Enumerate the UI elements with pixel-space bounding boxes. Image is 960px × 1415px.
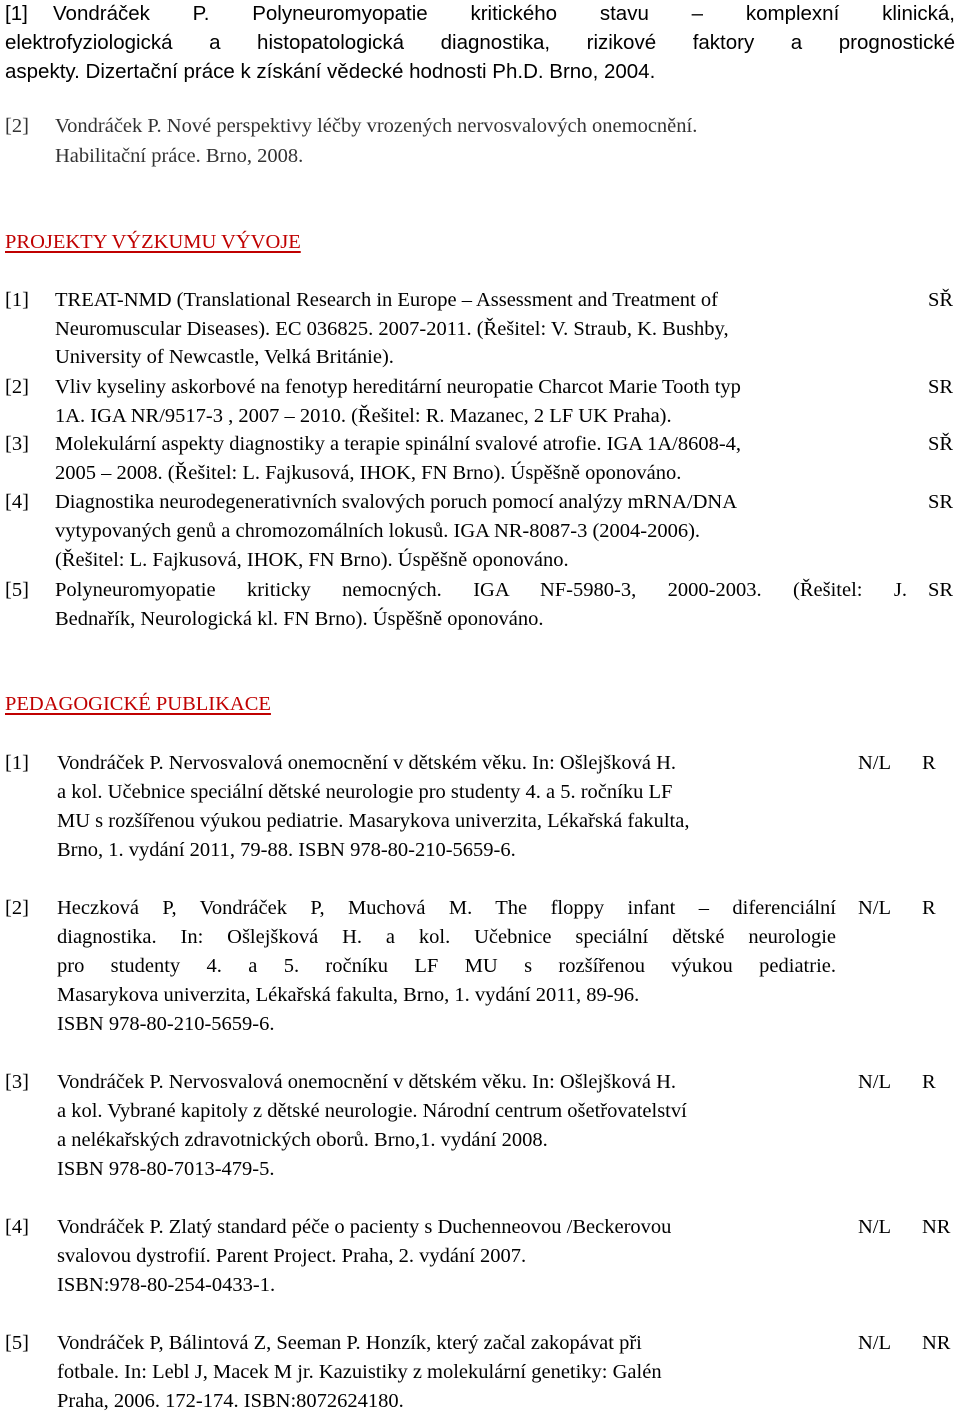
item-tag-type: N/L — [858, 1332, 892, 1354]
item-line: (Řešitel: L. Fajkusová, IHOK, FN Brno). Úspěšně oponováno. — [55, 549, 569, 571]
item-tag-review: NR — [922, 1332, 951, 1354]
item-number: [5] — [5, 579, 29, 601]
item-line: Neuromuscular Diseases). EC 036825. 2007-2011. (Řešitel: V. Straub, K. Bushby, — [55, 318, 729, 340]
item-line: Bednařík, Neurologická kl. FN Brno). Úspěšně oponováno. — [55, 608, 544, 630]
item-number: [1] — [5, 289, 29, 311]
item-number: [3] — [5, 1071, 29, 1093]
item-tag: SR — [928, 491, 954, 513]
item-tag: SŘ — [928, 433, 954, 455]
item-line: MU s rozšířenou výukou pediatrie. Masarykova univerzita, Lékařská fakulta, — [57, 810, 690, 832]
item-line: pro studenty 4. a 5. ročníku LF MU s rozšířenou výukou pediatrie. — [57, 955, 836, 977]
item-tag-review: R — [922, 1071, 936, 1093]
section-heading-pedagogic: PEDAGOGICKÉ PUBLIKACE — [5, 693, 271, 715]
item-number: [4] — [5, 491, 29, 513]
item-line: diagnostika. In: Ošlejšková H. a kol. Učebnice speciální dětské neurologie — [57, 926, 836, 948]
item-tag-type: N/L — [858, 1216, 892, 1238]
item-number: [1] — [5, 752, 29, 774]
ref-number: [1] — [5, 2, 28, 25]
item-line: ISBN 978-80-210-5659-6. — [57, 1013, 275, 1035]
item-line: Vondráček P, Bálintová Z, Seeman P. Honzík, který začal zakopávat při — [57, 1332, 642, 1354]
item-number: [3] — [5, 433, 29, 455]
item-number: [5] — [5, 1332, 29, 1354]
ref-line: Vondráček P. Nové perspektivy léčby vrozených nervosvalových onemocnění. — [55, 115, 698, 137]
item-line: a nelékařských zdravotnických oborů. Brno,1. vydání 2008. — [57, 1129, 548, 1151]
item-line: vytypovaných genů a chromozomálních lokusů. IGA NR-8087-3 (2004-2006). — [55, 520, 701, 542]
item-line: svalovou dystrofií. Parent Project. Praha, 2. vydání 2007. — [57, 1245, 527, 1267]
item-line: fotbale. In: Lebl J, Macek M jr. Kazuistiky z molekulární genetiky: Galén — [57, 1361, 662, 1383]
item-tag: SŘ — [928, 289, 954, 311]
item-line: TREAT-NMD (Translational Research in Europe – Assessment and Treatment of — [55, 289, 718, 311]
item-tag-review: R — [922, 752, 936, 774]
item-number: [4] — [5, 1216, 29, 1238]
item-line: Heczková P, Vondráček P, Muchová M. The floppy infant – diferenciální — [57, 897, 836, 919]
ref-line: Vondráček P. Polyneuromyopatie kritického stavu – komplexní klinická, — [53, 2, 955, 25]
item-tag: SR — [928, 579, 954, 601]
section-heading-projects: PROJEKTY VÝZKUMU VÝVOJE — [5, 231, 301, 253]
item-number: [2] — [5, 376, 29, 398]
item-line: Molekulární aspekty diagnostiky a terapie spinální svalové atrofie. IGA 1A/8608-4, — [55, 433, 742, 455]
item-line: Polyneuromyopatie kriticky nemocných. IGA NF-5980-3, 2000-2003. (Řešitel: J. — [55, 579, 907, 601]
item-tag-type: N/L — [858, 1071, 892, 1093]
item-line: Vondráček P. Zlatý standard péče o pacienty s Duchenneovou /Beckerovou — [57, 1216, 672, 1238]
item-number: [2] — [5, 897, 29, 919]
item-line: Vondráček P. Nervosvalová onemocnění v dětském věku. In: Ošlejšková H. — [57, 752, 677, 774]
item-line: Vondráček P. Nervosvalová onemocnění v dětském věku. In: Ošlejšková H. — [57, 1071, 677, 1093]
item-line: Diagnostika neurodegenerativních svalových poruch pomocí analýzy mRNA/DNA — [55, 491, 738, 513]
item-tag: SR — [928, 376, 954, 398]
item-line: University of Newcastle, Velká Británie). — [55, 346, 394, 368]
item-tag-review: NR — [922, 1216, 951, 1238]
item-line: Brno, 1. vydání 2011, 79-88. ISBN 978-80-210-5659-6. — [57, 839, 516, 861]
item-line: 1A. IGA NR/9517-3 , 2007 – 2010. (Řešitel: R. Mazanec, 2 LF UK Praha). — [55, 405, 672, 427]
item-line: Masarykova univerzita, Lékařská fakulta, Brno, 1. vydání 2011, 89-96. — [57, 984, 640, 1006]
item-line: Praha, 2006. 172-174. ISBN:8072624180. — [57, 1390, 404, 1412]
item-line: Vliv kyseliny askorbové na fenotyp hereditární neuropatie Charcot Marie Tooth typ — [55, 376, 741, 398]
item-line: a kol. Učebnice speciální dětské neurologie pro studenty 4. a 5. ročníku LF — [57, 781, 673, 803]
ref-line: aspekty. Dizertační práce k získání vědecké hodnosti Ph.D. Brno, 2004. — [5, 60, 656, 83]
item-line: ISBN 978-80-7013-479-5. — [57, 1158, 275, 1180]
ref-number: [2] — [5, 115, 29, 137]
item-line: 2005 – 2008. (Řešitel: L. Fajkusová, IHOK, FN Brno). Úspěšně oponováno. — [55, 462, 682, 484]
item-tag-type: N/L — [858, 752, 892, 774]
item-tag-type: N/L — [858, 897, 892, 919]
item-line: a kol. Vybrané kapitoly z dětské neurologie. Národní centrum ošetřovatelství — [57, 1100, 687, 1122]
ref-line: Habilitační práce. Brno, 2008. — [55, 145, 304, 167]
ref-line: elektrofyziologická a histopatologická diagnostika, rizikové faktory a prognostické — [5, 31, 955, 54]
item-tag-review: R — [922, 897, 936, 919]
item-line: ISBN:978-80-254-0433-1. — [57, 1274, 276, 1296]
